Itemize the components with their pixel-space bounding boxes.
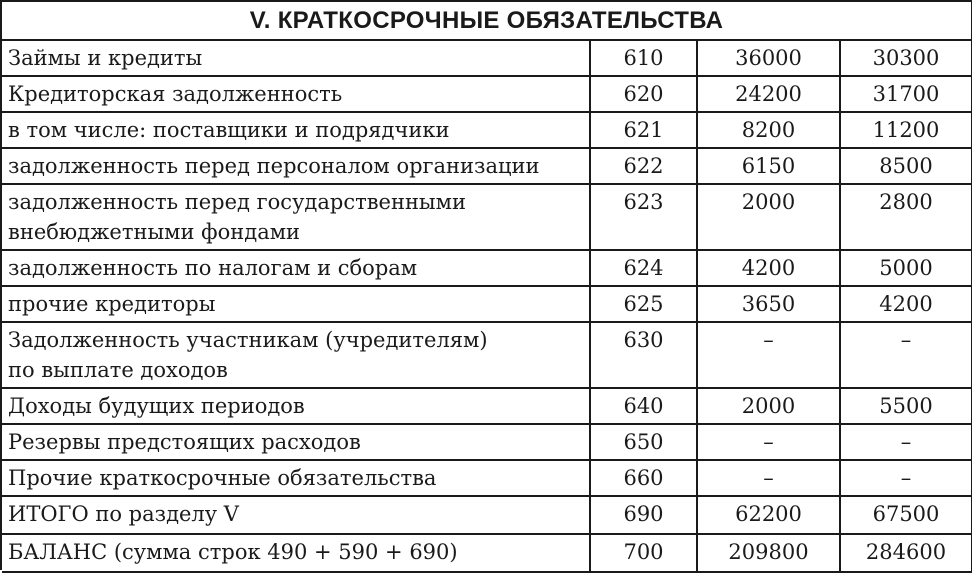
row-label: Прочие краткосрочные обязательства	[2, 460, 590, 496]
table-row	[2, 424, 972, 460]
table-row-balance	[2, 534, 972, 572]
row-label	[2, 322, 590, 388]
table-row	[2, 112, 972, 148]
table-row	[2, 148, 972, 184]
row-label-line: по выплате доходов	[8, 358, 228, 382]
table-row-total	[2, 496, 972, 534]
table-row	[2, 460, 972, 496]
row-label: прочие кредиторы	[2, 286, 590, 322]
row-label: задолженность по налогам и сборам	[2, 250, 590, 286]
row-code: 690	[590, 496, 697, 534]
row-code: 700	[590, 534, 697, 572]
row-end-value: 5500	[840, 388, 972, 424]
row-code: 610	[590, 40, 697, 76]
row-begin-value: 3650	[697, 286, 840, 322]
row-code: 623	[590, 184, 697, 250]
table-row	[2, 250, 972, 286]
row-label: задолженность перед персоналом организации	[2, 148, 590, 184]
row-end-value: 284600	[840, 534, 972, 572]
row-label: Кредиторская задолженность	[2, 76, 590, 112]
table-row	[2, 76, 972, 112]
row-begin-value: 4200	[697, 250, 840, 286]
row-code: 622	[590, 148, 697, 184]
row-begin-value: 2000	[697, 184, 840, 250]
row-begin-value: 24200	[697, 76, 840, 112]
row-end-value: –	[840, 424, 972, 460]
table-row	[2, 184, 972, 250]
row-code: 624	[590, 250, 697, 286]
row-end-value: 31700	[840, 76, 972, 112]
row-label	[2, 184, 590, 250]
row-end-value: 5000	[840, 250, 972, 286]
row-begin-value: –	[697, 322, 840, 388]
row-label-line: внебюджетными фондами	[8, 220, 301, 244]
row-begin-value: 2000	[697, 388, 840, 424]
row-label: Займы и кредиты	[2, 40, 590, 76]
table-row	[2, 322, 972, 388]
row-code: 640	[590, 388, 697, 424]
row-label-line: Задолженность участникам (учредителям)	[8, 328, 488, 352]
row-code: 630	[590, 322, 697, 388]
row-begin-value: 6150	[697, 148, 840, 184]
table-row	[2, 388, 972, 424]
row-label: в том числе: поставщики и подрядчики	[2, 112, 590, 148]
row-code: 625	[590, 286, 697, 322]
table-row	[2, 286, 972, 322]
short-term-liabilities-table	[2, 2, 972, 573]
row-end-value: 2800	[840, 184, 972, 250]
row-label: ИТОГО по разделу V	[2, 496, 590, 534]
row-end-value: 11200	[840, 112, 972, 148]
row-end-value: 30300	[840, 40, 972, 76]
row-end-value: 4200	[840, 286, 972, 322]
row-begin-value: –	[697, 460, 840, 496]
row-end-value: –	[840, 322, 972, 388]
row-label: Резервы предстоящих расходов	[2, 424, 590, 460]
row-end-value: –	[840, 460, 972, 496]
row-label: Доходы будущих периодов	[2, 388, 590, 424]
row-end-value: 8500	[840, 148, 972, 184]
row-begin-value: 209800	[697, 534, 840, 572]
row-label-line: задолженность перед государственными	[8, 190, 466, 214]
row-code: 621	[590, 112, 697, 148]
table-row	[2, 40, 972, 76]
row-begin-value: 8200	[697, 112, 840, 148]
row-begin-value: 62200	[697, 496, 840, 534]
row-label: БАЛАНС (сумма строк 490 + 590 + 690)	[2, 534, 590, 572]
section-title: V. КРАТКОСРОЧНЫЕ ОБЯЗАТЕЛЬСТВА	[2, 2, 972, 40]
row-code: 620	[590, 76, 697, 112]
row-code: 660	[590, 460, 697, 496]
row-begin-value: –	[697, 424, 840, 460]
row-begin-value: 36000	[697, 40, 840, 76]
row-end-value: 67500	[840, 496, 972, 534]
row-code: 650	[590, 424, 697, 460]
